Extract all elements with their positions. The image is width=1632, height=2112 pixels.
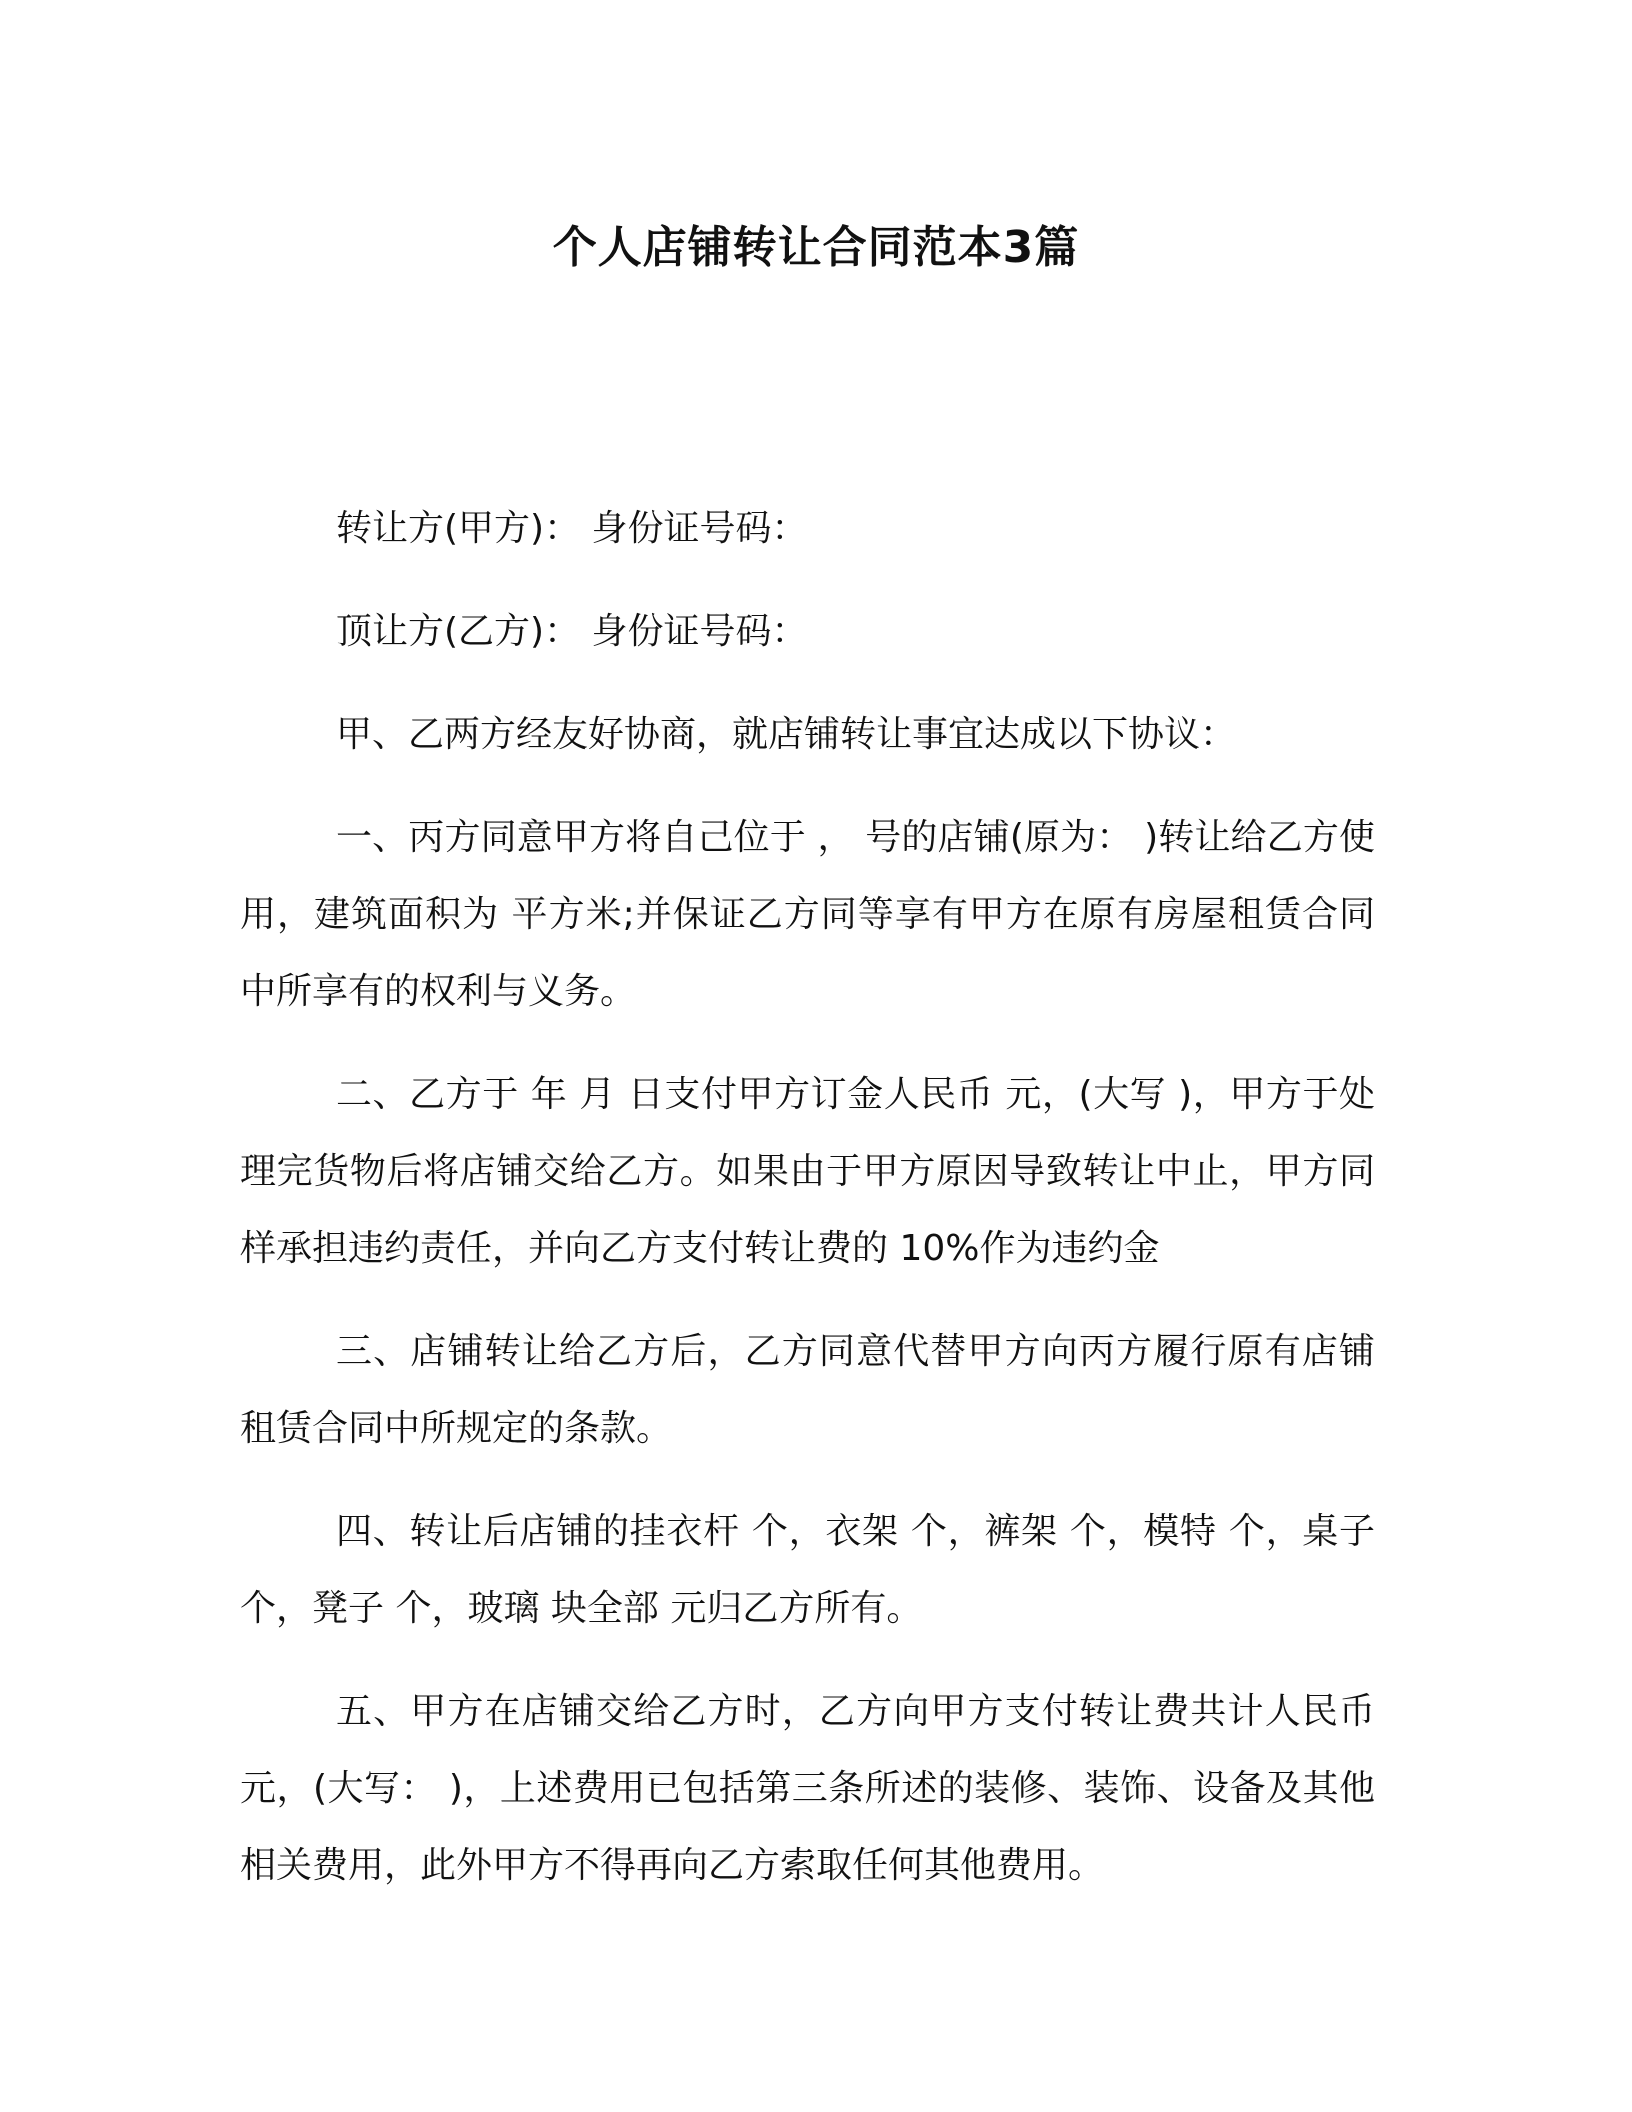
- document-body: [240, 490, 1375, 1930]
- clause-1: 一、丙方同意甲方将自己位于 ， 号的店铺(原为： )转让给乙方使用，建筑面积为 平方米;并保证乙方同等享有甲方在原有房屋租赁合同中所享有的权利与义务。: [240, 817, 1375, 1012]
- agreement-intro: 甲、乙两方经友好协商，就店铺转让事宜达成以下协议：: [336, 714, 1237, 755]
- clause-5: 五、甲方在店铺交给乙方时，乙方向甲方支付转让费共计人民币 元，(大写： )，上述费用已包括第三条所述的装修、装饰、设备及其他相关费用，此外甲方不得再向乙方索取任何其他费用。: [240, 1691, 1375, 1886]
- clause-2: 二、乙方于 年 月 日支付甲方订金人民币 元，(大写 )，甲方于处理完货物后将店铺交给乙方。如果由于甲方原因导致转让中止，甲方同样承担违约责任，并向乙方支付转让费的 10%作为违约金: [240, 1074, 1375, 1269]
- clause-4: 四、转让后店铺的挂衣杆 个，衣架 个，裤架 个，模特 个，桌子 个，凳子 个，玻璃 块全部 元归乙方所有。: [240, 1511, 1375, 1629]
- party-b-line: 顶让方(乙方)： 身份证号码：: [336, 611, 808, 652]
- clause-3: 三、店铺转让给乙方后，乙方同意代替甲方向丙方履行原有店铺租赁合同中所规定的条款。: [240, 1331, 1375, 1449]
- document-title: 个人店铺转让合同范本3篇: [552, 222, 1080, 273]
- party-a-line: 转让方(甲方)： 身份证号码：: [336, 508, 808, 549]
